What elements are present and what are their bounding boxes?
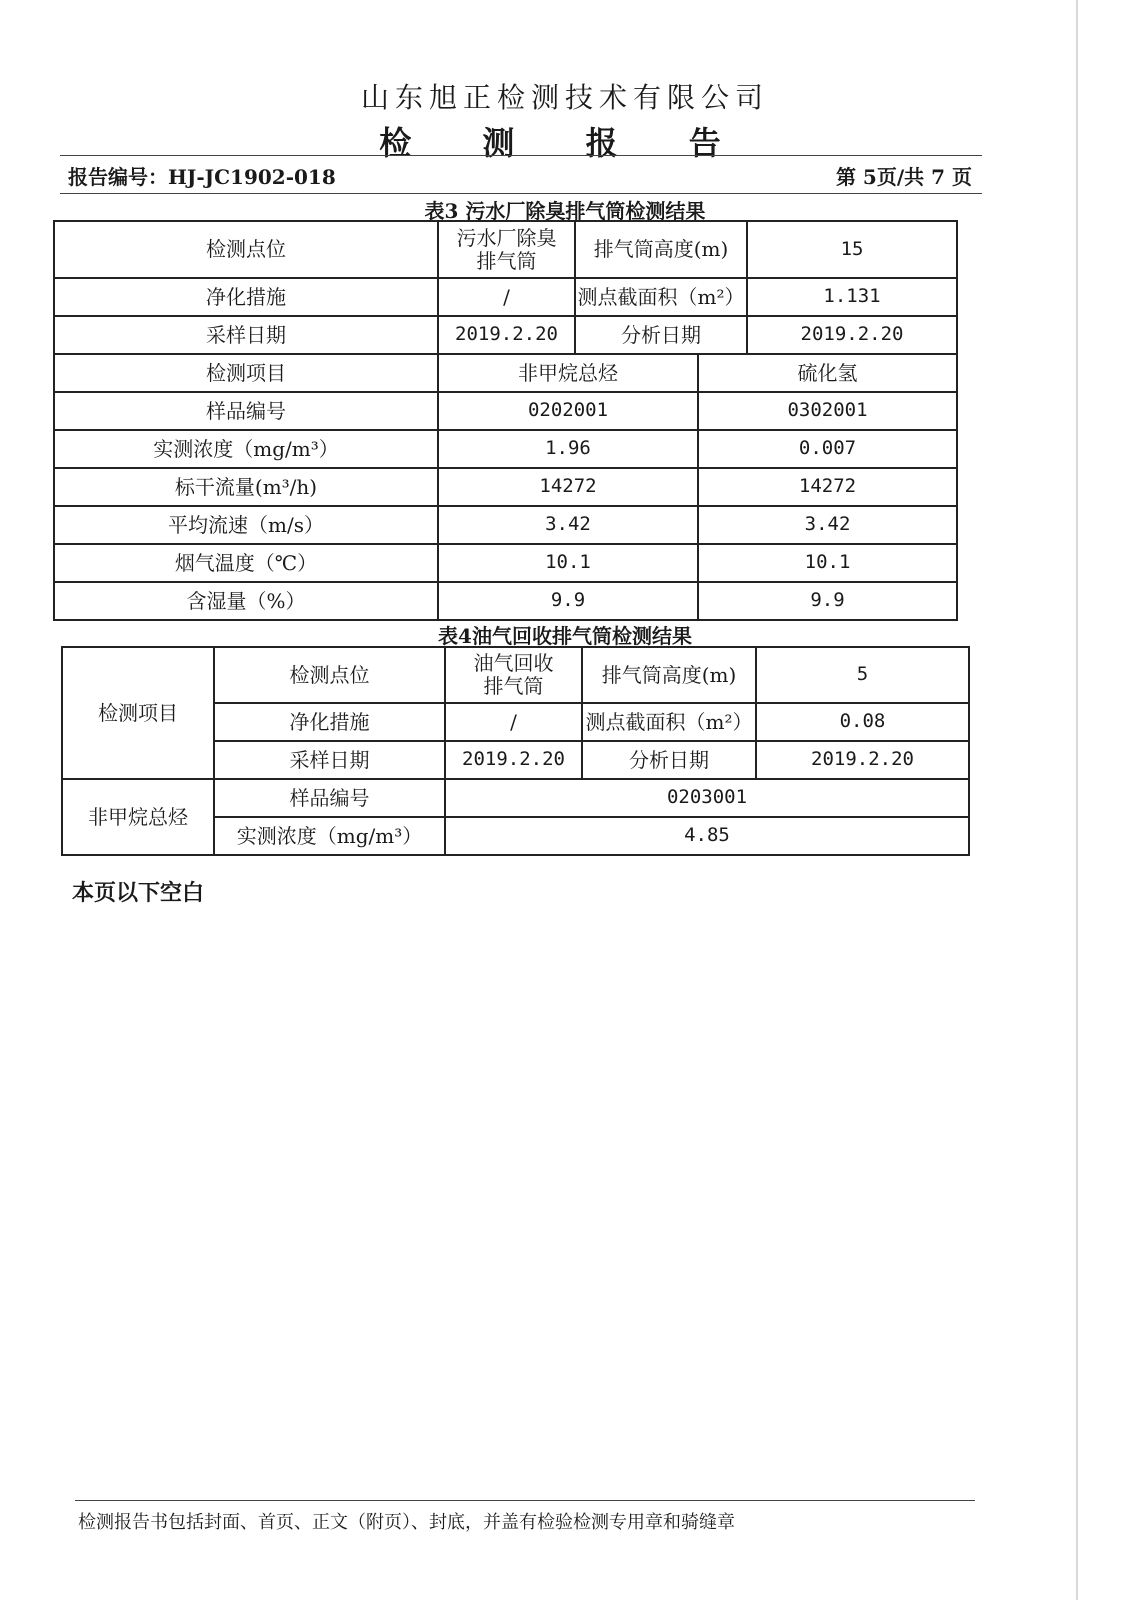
cell-value: 0.007 [698, 430, 957, 468]
point-line-2: 排气筒 [483, 674, 544, 698]
group-label: 非甲烷总烃 [62, 779, 214, 855]
cell-label: 平均流速（m/s） [54, 506, 438, 544]
blank-below-note: 本页以下空白 [72, 880, 205, 906]
cell-value: 14272 [698, 468, 957, 506]
cell-label: 实测浓度（mg/m³） [54, 430, 438, 468]
cell-label: 净化措施 [54, 278, 438, 316]
cell-value: 0203001 [445, 779, 969, 817]
table-row [54, 544, 957, 582]
point-line-2: 排气筒 [476, 248, 537, 273]
point-line-1: 污水厂除臭 [456, 225, 557, 250]
header-rule-bottom [60, 193, 982, 194]
column-header-item2: 硫化氢 [698, 354, 957, 392]
cell-value: 1.96 [438, 430, 698, 468]
cell-point [438, 221, 575, 278]
header-rule-top [60, 155, 982, 156]
cell-label: 含湿量（%） [54, 582, 438, 620]
footer-note: 检测报告书包括封面、首页、正文（附页）、封底，并盖有检验检测专用章和骑缝章 [78, 1512, 735, 1533]
cell-value: 10.1 [698, 544, 957, 582]
cell-point [445, 647, 582, 703]
cell-value: 4.85 [445, 817, 969, 855]
report-header [68, 161, 972, 191]
cell-value: 2019.2.20 [747, 316, 957, 354]
cell-value: 5 [756, 647, 969, 703]
cell-value: / [445, 703, 582, 741]
cell-label: 排气筒高度(m) [575, 221, 747, 278]
cell-label: 净化措施 [214, 703, 445, 741]
cell-label: 采样日期 [214, 741, 445, 779]
table-row [54, 392, 957, 430]
document-title: 检 测 报 告 [379, 124, 751, 162]
table-row [54, 468, 957, 506]
cell-label: 检测项目 [54, 354, 438, 392]
table3 [53, 220, 958, 621]
point-line-1: 油气回收 [473, 651, 554, 675]
report-number: 报告编号：HJ-JC1902-018 [68, 165, 336, 189]
cell-label: 标干流量(m³/h) [54, 468, 438, 506]
page-indicator: 第 5页/共 7 页 [835, 165, 972, 189]
cell-value: 10.1 [438, 544, 698, 582]
cell-value: 3.42 [698, 506, 957, 544]
table3-caption: 表3 污水厂除臭排气筒检测结果 [424, 199, 706, 223]
cell-label: 采样日期 [54, 316, 438, 354]
cell-label: 测点截面积（m²） [582, 703, 756, 741]
cell-value: 2019.2.20 [445, 741, 582, 779]
cell-value: 2019.2.20 [756, 741, 969, 779]
table4-caption: 表4油气回收排气筒检测结果 [438, 624, 692, 648]
cell-label: 分析日期 [575, 316, 747, 354]
table-row [62, 779, 969, 817]
table-row [54, 221, 957, 278]
group-label: 检测项目 [62, 647, 214, 779]
table-row [54, 354, 957, 392]
cell-value: 1.131 [747, 278, 957, 316]
company-name: 山东旭正检测技术有限公司 [360, 81, 769, 114]
column-header-item1: 非甲烷总烃 [438, 354, 698, 392]
table4 [61, 646, 970, 856]
cell-value: 14272 [438, 468, 698, 506]
cell-value: 9.9 [438, 582, 698, 620]
cell-value: 0202001 [438, 392, 698, 430]
cell-value: 0302001 [698, 392, 957, 430]
cell-value: 0.08 [756, 703, 969, 741]
scan-edge-line [1076, 0, 1078, 1600]
cell-value: 3.42 [438, 506, 698, 544]
cell-value: 2019.2.20 [438, 316, 575, 354]
table-row [54, 430, 957, 468]
cell-label: 烟气温度（℃） [54, 544, 438, 582]
table-row [62, 647, 969, 703]
cell-label: 排气筒高度(m) [582, 647, 756, 703]
table-row [54, 582, 957, 620]
cell-value: / [438, 278, 575, 316]
table-row [54, 506, 957, 544]
table-row [54, 316, 957, 354]
cell-label: 检测点位 [54, 221, 438, 278]
cell-label: 检测点位 [214, 647, 445, 703]
table-row [54, 278, 957, 316]
footer-rule [75, 1500, 975, 1501]
cell-label: 分析日期 [582, 741, 756, 779]
cell-value: 15 [747, 221, 957, 278]
cell-label: 实测浓度（mg/m³） [214, 817, 445, 855]
cell-label: 样品编号 [54, 392, 438, 430]
cell-value: 9.9 [698, 582, 957, 620]
cell-label: 测点截面积（m²） [575, 278, 747, 316]
cell-label: 样品编号 [214, 779, 445, 817]
